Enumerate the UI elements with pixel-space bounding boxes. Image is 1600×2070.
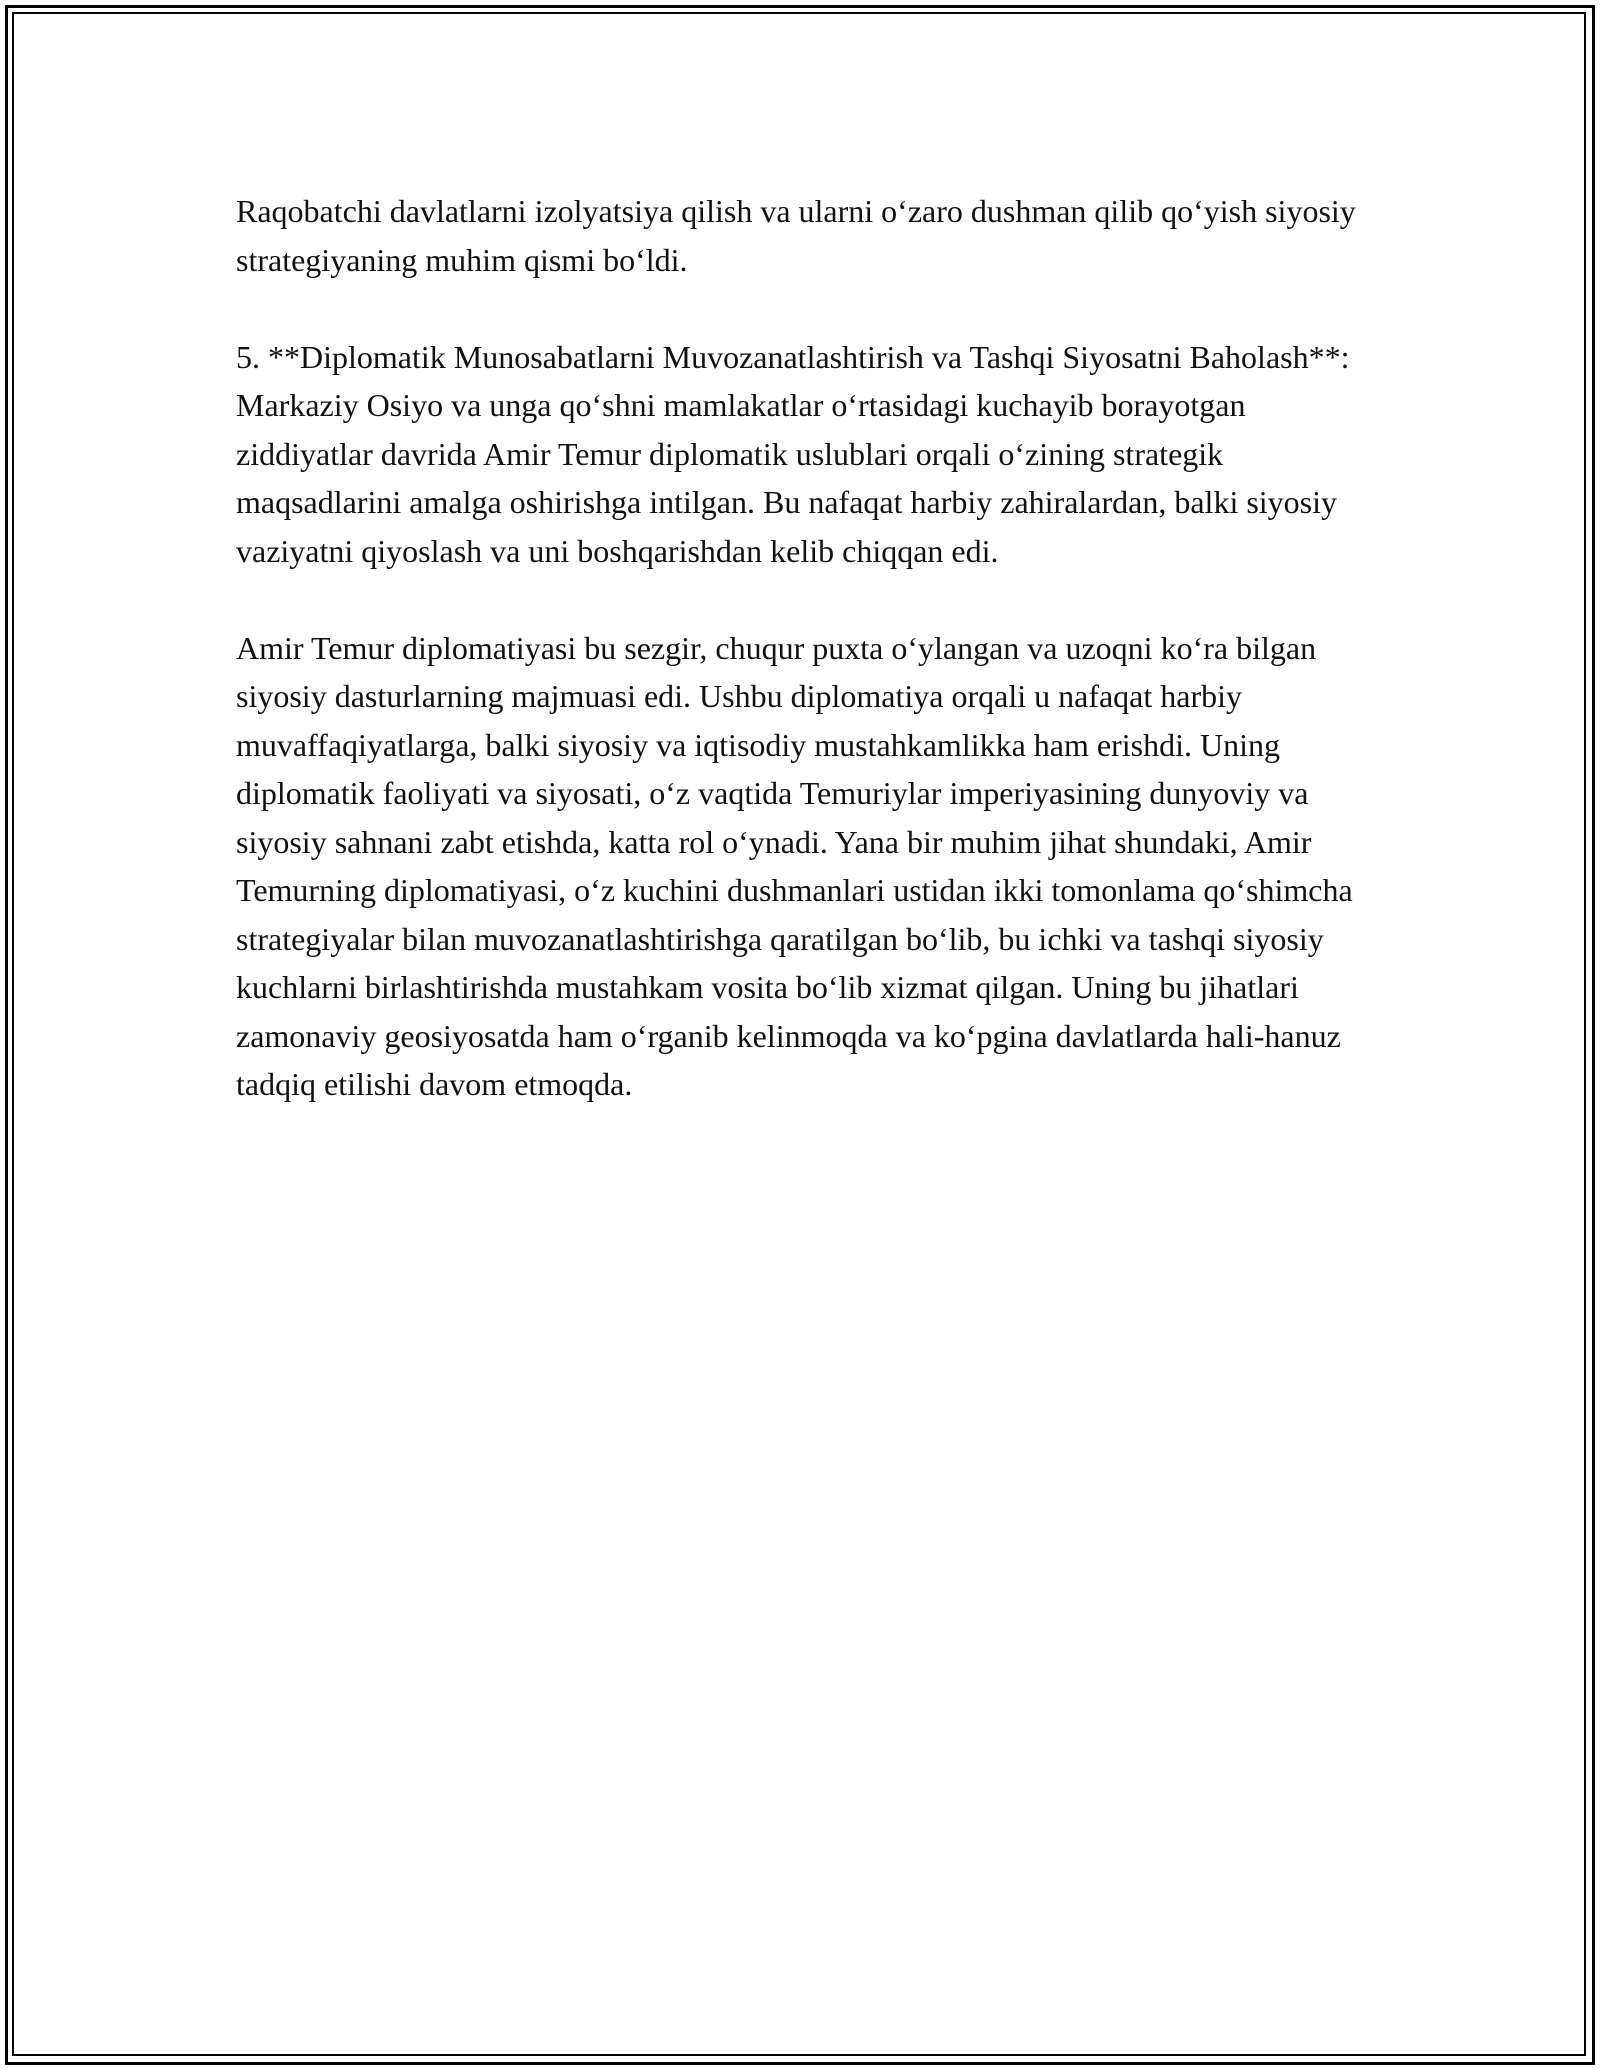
paragraph-diplomatic-balance: 5. **Diplomatik Munosabatlarni Muvozanatlashtirish va Tashqi Siyosatni Baholash**: Markaziy Osiyo va unga qo‘shni mamlakatlar o‘rtasidagi kuchayib borayotgan ziddiyatlar davrida Amir Temur diplomatik uslublari orqali o‘zining strategik maqsadlarini amalga oshirishga intilgan. Bu nafaqat harbiy zahiralardan, balki siyosiy vaziyatni qiyoslash va uni boshqarishdan kelib chiqqan edi. xyxy=(236,338,1350,569)
paragraph-isolation-strategy: Raqobatchi davlatlarni izolyatsiya qilish va ularni o‘zaro dushman qilib qo‘yish siyosiy strategiyaning muhim qismi bo‘ldi. xyxy=(236,193,1356,278)
document-body xyxy=(236,187,1366,1109)
paragraph-temur-diplomacy: Amir Temur diplomatiyasi bu sezgir, chuqur puxta o‘ylangan va uzoqni ko‘ra bilgan siyosiy dasturlarning majmuasi edi. Ushbu diplomatiya orqali u nafaqat harbiy muvaffaqiyatlarga, balki siyosiy va iqtisodiy mustahkamlikka ham erishdi. Uning diplomatik faoliyati va siyosati, o‘z vaqtida Temuriylar imperiyasining dunyoviy va siyosiy sahnani zabt etishda, katta rol o‘ynadi. Yana bir muhim jihat shundaki, Amir Temurning diplomatiyasi, o‘z kuchini dushmanlari ustidan ikki tomonlama qo‘shimcha strategiyalar bilan muvozanatlashtirishga qaratilgan bo‘lib, bu ichki va tashqi siyosiy kuchlarni birlashtirishda mustahkam vosita bo‘lib xizmat qilgan. Uning bu jihatlari zamonaviy geosiyosatda ham o‘rganib kelinmoqda va ko‘pgina davlatlarda hali-hanuz tadqiq etilishi davom etmoqda. xyxy=(236,629,1353,1102)
